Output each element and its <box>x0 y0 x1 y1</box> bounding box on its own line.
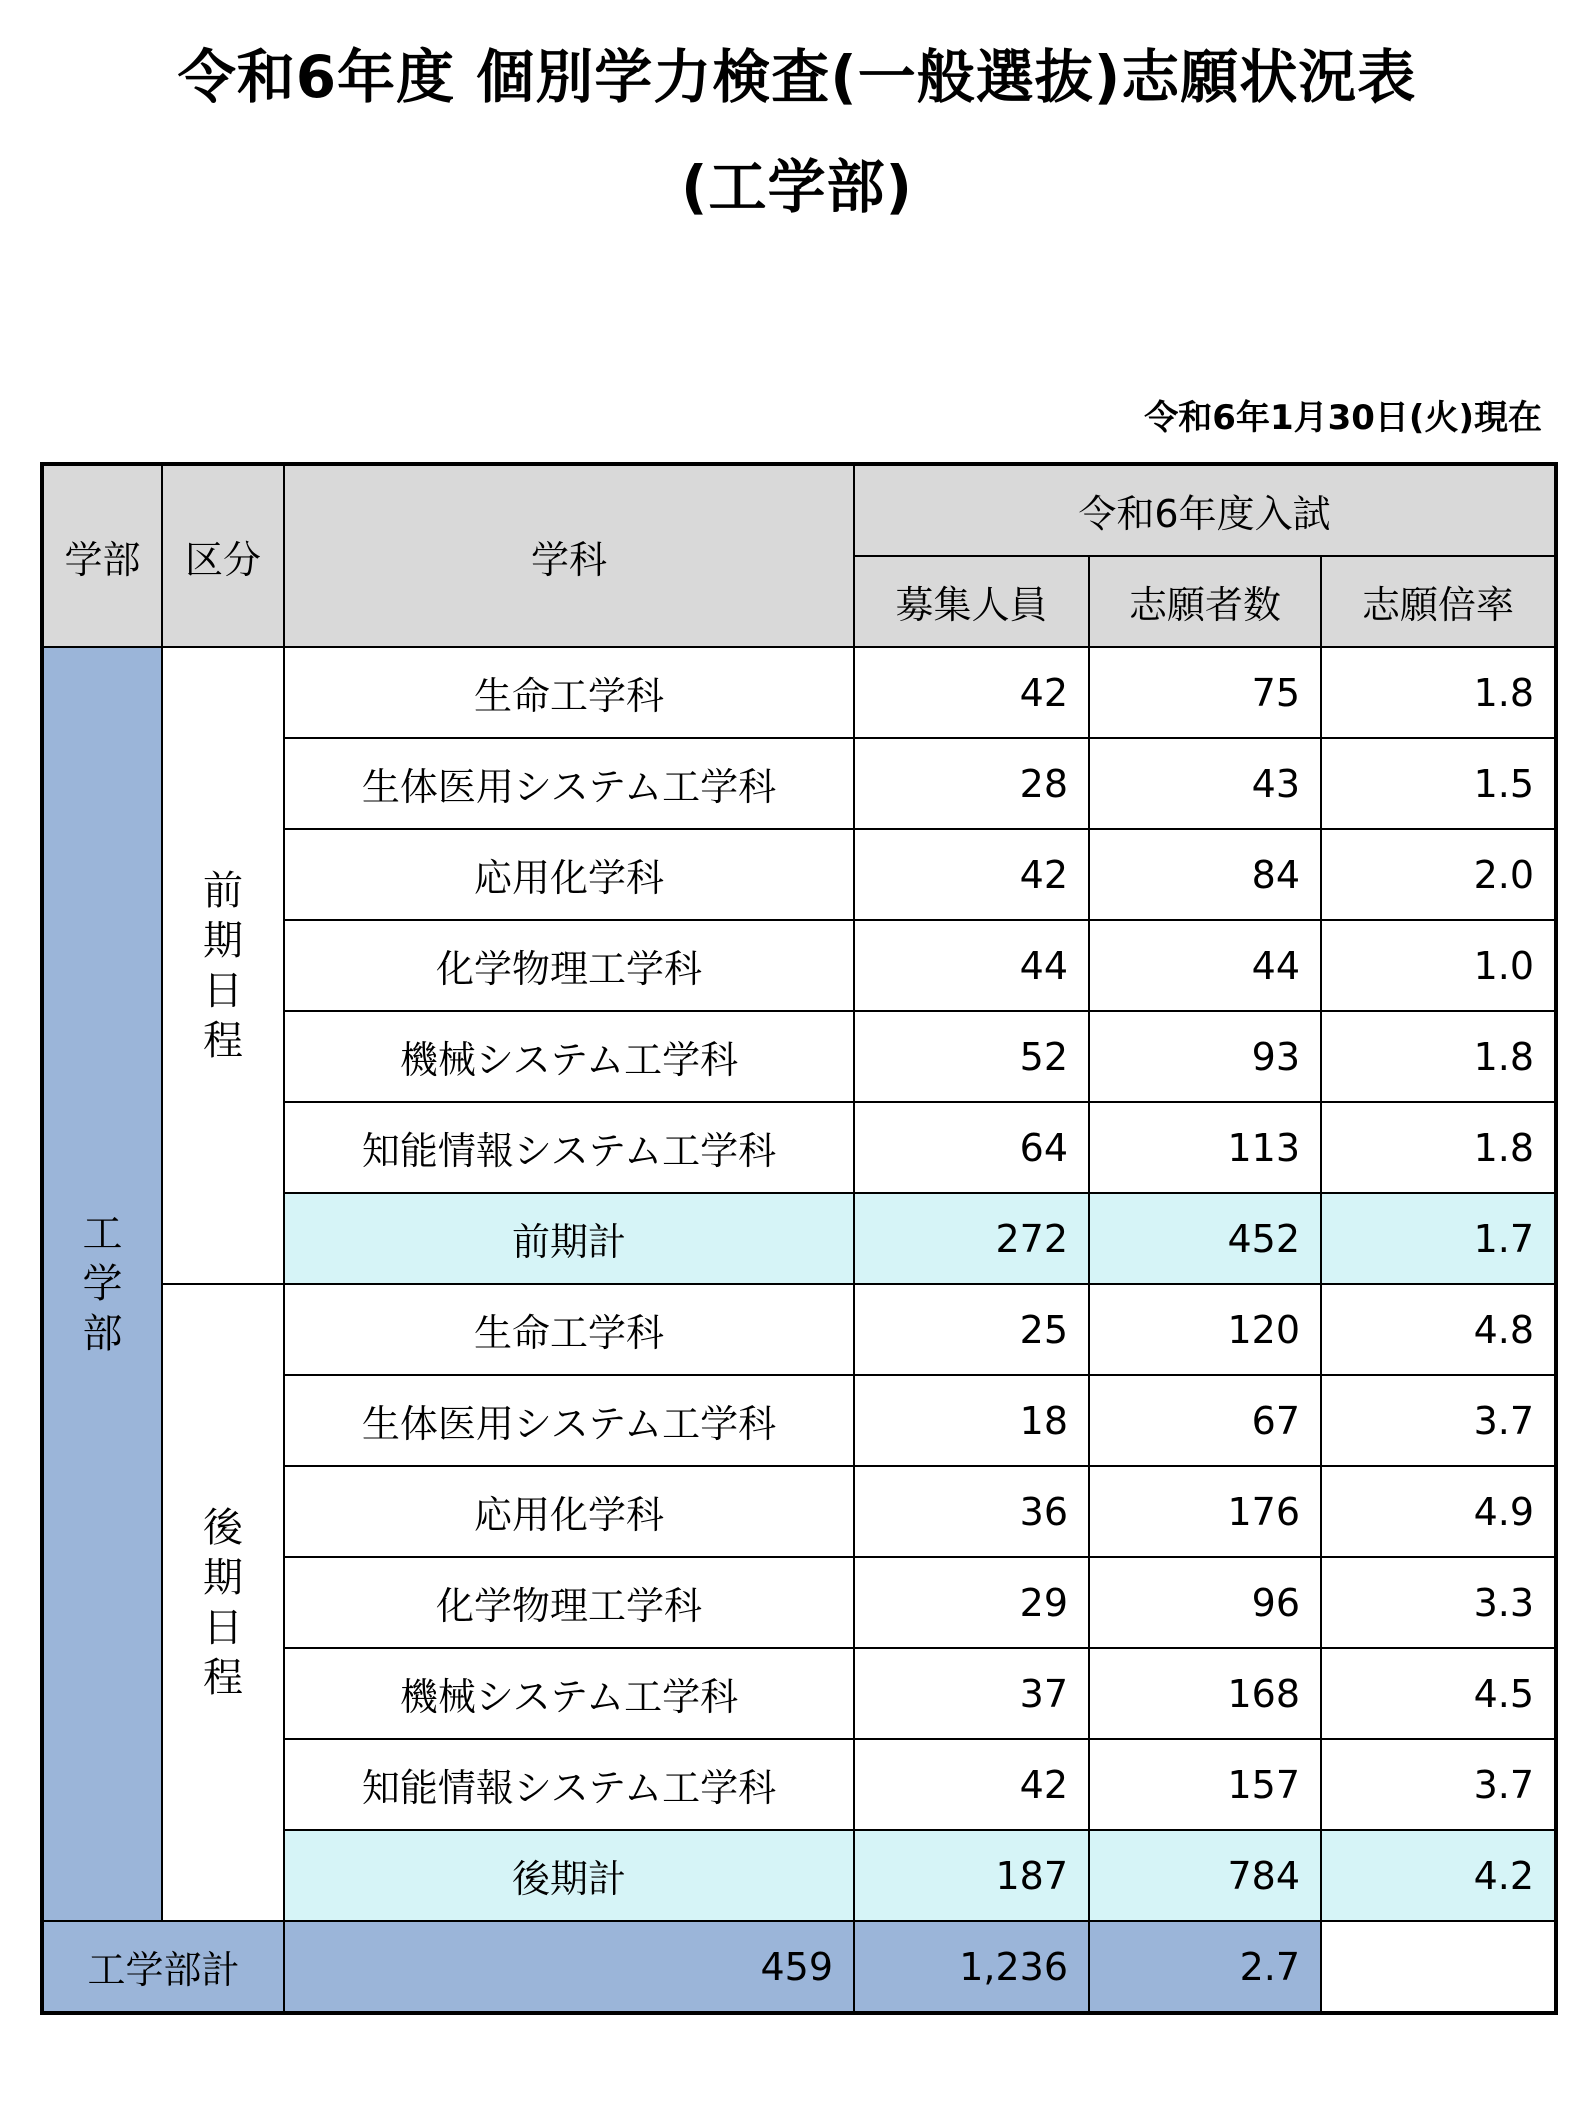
capacity-value: 44 <box>854 920 1089 1011</box>
applicants-value: 168 <box>1089 1648 1321 1739</box>
applicants-value: 44 <box>1089 920 1321 1011</box>
total-row <box>42 1921 1556 2013</box>
applicants-value: 96 <box>1089 1557 1321 1648</box>
period-label: 後期日程 <box>203 1504 243 1701</box>
header-ratio: 志願倍率 <box>1321 556 1556 647</box>
capacity-value: 42 <box>854 829 1089 920</box>
ratio-value: 4.5 <box>1321 1648 1556 1739</box>
applicants-value: 67 <box>1089 1375 1321 1466</box>
department-name: 化学物理工学科 <box>284 920 854 1011</box>
department-name: 生体医用システム工学科 <box>284 738 854 829</box>
subtotal-capacity: 187 <box>854 1830 1089 1921</box>
capacity-value: 25 <box>854 1284 1089 1375</box>
ratio-value: 1.8 <box>1321 1011 1556 1102</box>
ratio-value: 3.7 <box>1321 1375 1556 1466</box>
subtotal-ratio: 1.7 <box>1321 1193 1556 1284</box>
applicants-value: 43 <box>1089 738 1321 829</box>
table-row <box>42 647 1556 738</box>
department-name: 応用化学科 <box>284 1466 854 1557</box>
ratio-value: 1.8 <box>1321 1102 1556 1193</box>
period-cell <box>162 647 284 1284</box>
department-name: 生命工学科 <box>284 647 854 738</box>
header-capacity: 募集人員 <box>854 556 1089 647</box>
department-name: 応用化学科 <box>284 829 854 920</box>
header-applicants: 志願者数 <box>1089 556 1321 647</box>
subtotal-capacity: 272 <box>854 1193 1089 1284</box>
capacity-value: 37 <box>854 1648 1089 1739</box>
applicants-value: 120 <box>1089 1284 1321 1375</box>
capacity-value: 29 <box>854 1557 1089 1648</box>
total-applicants: 1,236 <box>854 1921 1089 2013</box>
total-ratio: 2.7 <box>1089 1921 1321 2013</box>
capacity-value: 42 <box>854 647 1089 738</box>
ratio-value: 3.3 <box>1321 1557 1556 1648</box>
subtotal-ratio: 4.2 <box>1321 1830 1556 1921</box>
ratio-value: 3.7 <box>1321 1739 1556 1830</box>
department-name: 機械システム工学科 <box>284 1648 854 1739</box>
page-title: 令和6年度 個別学力検査(一般選抜)志願状況表 <box>177 43 1417 111</box>
ratio-value: 4.9 <box>1321 1466 1556 1557</box>
applicants-value: 93 <box>1089 1011 1321 1102</box>
subtotal-applicants: 452 <box>1089 1193 1321 1284</box>
capacity-value: 52 <box>854 1011 1089 1102</box>
period-label: 前期日程 <box>203 867 243 1064</box>
department-name: 知能情報システム工学科 <box>284 1739 854 1830</box>
applicants-value: 75 <box>1089 647 1321 738</box>
department-name: 生命工学科 <box>284 1284 854 1375</box>
capacity-value: 36 <box>854 1466 1089 1557</box>
total-label: 工学部計 <box>42 1921 284 2013</box>
page-subtitle: (工学部) <box>680 153 914 221</box>
department-name: 生体医用システム工学科 <box>284 1375 854 1466</box>
application-status-table <box>40 462 1558 2015</box>
period-cell <box>162 1284 284 1921</box>
faculty-cell <box>42 647 162 1921</box>
header-faculty: 学部 <box>42 464 162 647</box>
department-name: 化学物理工学科 <box>284 1557 854 1648</box>
header-year-group: 令和6年度入試 <box>854 464 1556 556</box>
applicants-value: 113 <box>1089 1102 1321 1193</box>
applicants-value: 157 <box>1089 1739 1321 1830</box>
capacity-value: 18 <box>854 1375 1089 1466</box>
subtotal-label: 後期計 <box>284 1830 854 1921</box>
header-department: 学科 <box>284 464 854 647</box>
capacity-value: 42 <box>854 1739 1089 1830</box>
ratio-value: 1.5 <box>1321 738 1556 829</box>
table-row <box>42 1284 1556 1375</box>
ratio-value: 4.8 <box>1321 1284 1556 1375</box>
capacity-value: 64 <box>854 1102 1089 1193</box>
ratio-value: 1.0 <box>1321 920 1556 1011</box>
department-name: 機械システム工学科 <box>284 1011 854 1102</box>
subtotal-applicants: 784 <box>1089 1830 1321 1921</box>
header-category: 区分 <box>162 464 284 647</box>
total-capacity: 459 <box>284 1921 854 2013</box>
department-name: 知能情報システム工学科 <box>284 1102 854 1193</box>
subtotal-label: 前期計 <box>284 1193 854 1284</box>
ratio-value: 1.8 <box>1321 647 1556 738</box>
ratio-value: 2.0 <box>1321 829 1556 920</box>
applicants-value: 84 <box>1089 829 1321 920</box>
applicants-value: 176 <box>1089 1466 1321 1557</box>
as-of-date: 令和6年1月30日(火)現在 <box>1144 398 1542 438</box>
faculty-label: 工学部 <box>82 1211 123 1357</box>
capacity-value: 28 <box>854 738 1089 829</box>
